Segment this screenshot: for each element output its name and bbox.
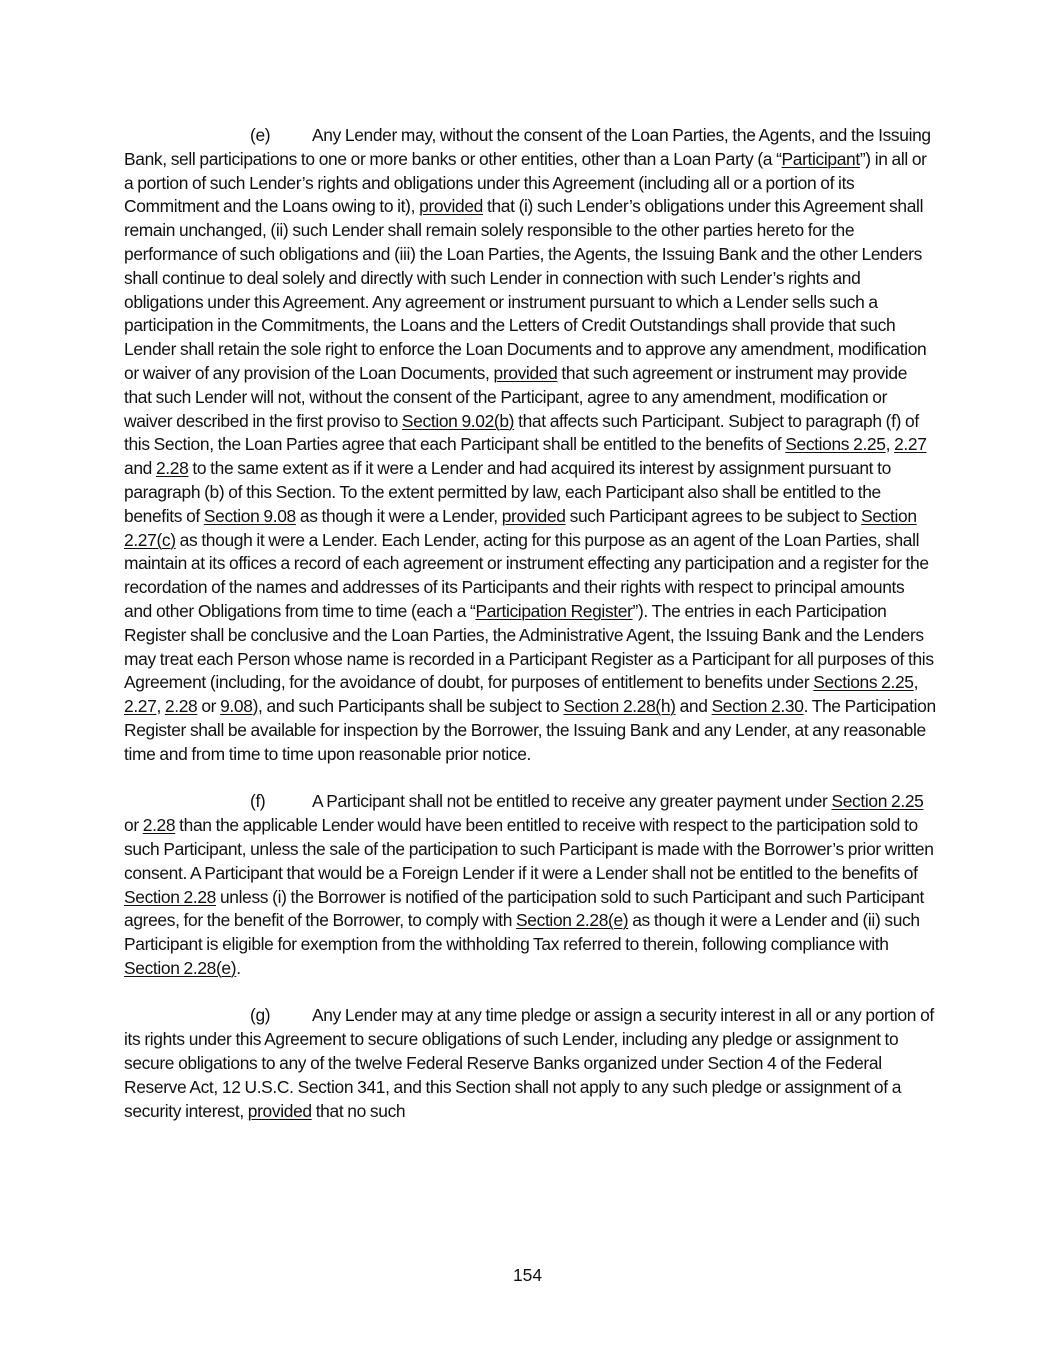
page-number: 154 [512,1265,542,1285]
body-text: . [236,957,241,978]
body-text: as though it were a Lender, [295,505,502,526]
body-text: , [913,672,919,693]
cross-reference: Participant [781,148,860,169]
body-text: Any Lender may, without the consent of the Loan Parties, the Agents, and the Issuing Bank, sell participations to one or more banks or other entities, other than a Loan Party (a “ [124,125,931,169]
paragraph-f [124,790,936,980]
cross-reference: Participation Register [475,600,633,621]
cross-reference: 2.27 [124,696,157,717]
body-text: that such agreement or instrument may provide that such Lender will not, without the consent of the Participant, agree to any amendment, modification or waiver described in the first proviso to [124,362,908,431]
paragraph-label: (g) [250,1005,271,1026]
body-text: ), and such Participants shall be subject to [252,696,564,717]
cross-reference: Sections 2.25 [785,434,886,455]
body-text: , [885,434,895,455]
cross-reference: provided [493,362,558,383]
cross-reference: provided [501,505,566,526]
cross-reference: Section 9.02(b) [401,410,515,431]
cross-reference: 2.28 [142,815,176,836]
document-body [124,124,936,1123]
body-text: such Participant agrees to be subject to [565,505,862,526]
cross-reference: Section 9.08 [203,505,296,526]
body-text: that (i) such Lender’s obligations under this Agreement shall remain unchanged, (ii) such Lender shall remain solely responsible to the other parties hereto for the performance of such obligations and (iii) the Loan Parties, the Agents, the Issuing Bank and the other Lenders shall continue to deal solely and directly with such Lender in connection with such Lender’s rights and obligations under this Agreement. Any agreement or instrument pursuant to which a Lender sells such a participation in the Commitments, the Loans and the Letters of Credit Outstandings shall provide that such Lender shall retain the sole right to enforce the Loan Documents and to approve any amendment, modification or waiver of any provision of the Loan Documents, [124,196,927,383]
cross-reference: Sections 2.25 [813,672,914,693]
body-text: unless (i) the Borrower is notified of the participation sold to such Participant and such Participant agrees, for the benefit of the Borrower, to comply with [124,886,925,931]
body-text: ”) in all or a portion of such Lender’s rights and obligations under this Agreement (including all or a portion of its Commitment and the Loans owing to it), [124,148,927,217]
body-text: ”). The entries in each Participation Register shall be conclusive and the Loan Parties, the Administrative Agent, the Issuing Bank and the Lenders may treat each Person whose name is recorded in a Participant Register as a Participant for all purposes of this Agreement (including, for the avoidance of doubt, for purposes of entitlement to benefits under [124,600,934,693]
cross-reference: Section 2.27(c) [124,505,917,550]
cross-reference: 2.27 [894,434,927,455]
body-text: or [124,815,143,836]
cross-reference: Section 2.28(h) [563,696,676,717]
cross-reference: Section 2.28(e) [124,957,237,978]
body-text: Any Lender may at any time pledge or assign a security interest in all or any portion of its rights under this Agreement to secure obligations of such Lender, including any pledge or assignment to secure obligations to any of the twelve Federal Reserve Banks organized under Section 4 of the Federal Reserve Act, 12 U.S.C. Section 341, and this Section shall not apply to any such pledge or assignment of a security interest, [124,1005,934,1121]
cross-reference: 2.28 [155,458,189,479]
body-text: . The Participation Register shall be available for inspection by the Borrower, the Issuing Bank and any Lender, at any reasonable time and from time to time upon reasonable prior notice. [124,696,936,764]
body-text: as though it were a Lender and (ii) such Participant is eligible for exemption from the withholding Tax referred to therein, following compliance with [124,910,920,955]
paragraph-label: (e) [250,125,271,145]
cross-reference: Section 2.30 [711,696,804,717]
cross-reference: Section 2.28(e) [516,910,629,931]
cross-reference: provided [419,196,483,217]
cross-reference: Section 2.25 [831,791,924,812]
cross-reference: 9.08 [220,696,253,717]
cross-reference: provided [247,1100,312,1121]
body-text: , [156,696,165,717]
body-text: A Participant shall not be entitled to receive any greater payment under [312,791,832,812]
body-text: or [197,696,221,717]
body-text: and [124,458,156,479]
body-text: than the applicable Lender would have been entitled to receive with respect to the participation sold to such Participant, unless the sale of the participation to such Participant is made with the Borrower’s prior written consent. A Participant that would be a Foreign Lender if it were a Lender shall not be entitled to the benefits of [124,815,934,883]
body-text: that affects such Participant. Subject to paragraph (f) of this Section, the Loan Parties agree that each Participant shall be entitled to the benefits of [124,410,919,455]
body-text: as though it were a Lender. Each Lender, acting for this purpose as an agent of the Loan Parties, shall maintain at its offices a record of each agreement or instrument effecting any participation and a register for the recordation of the names and addresses of its Participants and their rights with respect to principal amounts and other Obligations from time to time (each a “ [124,529,929,621]
cross-reference: Section 2.28 [124,886,216,907]
body-text: and [675,696,712,717]
body-text: to the same extent as if it were a Lender and had acquired its interest by assignment pursuant to paragraph (b) of this Section. To the extent permitted by law, each Participant also shall be entitled to the benefits of [124,458,891,526]
body-text: that no such [311,1100,406,1121]
paragraph-g [124,1004,936,1123]
paragraph-label: (f) [250,791,266,812]
cross-reference: 2.28 [164,696,198,717]
paragraph-e [124,124,936,767]
